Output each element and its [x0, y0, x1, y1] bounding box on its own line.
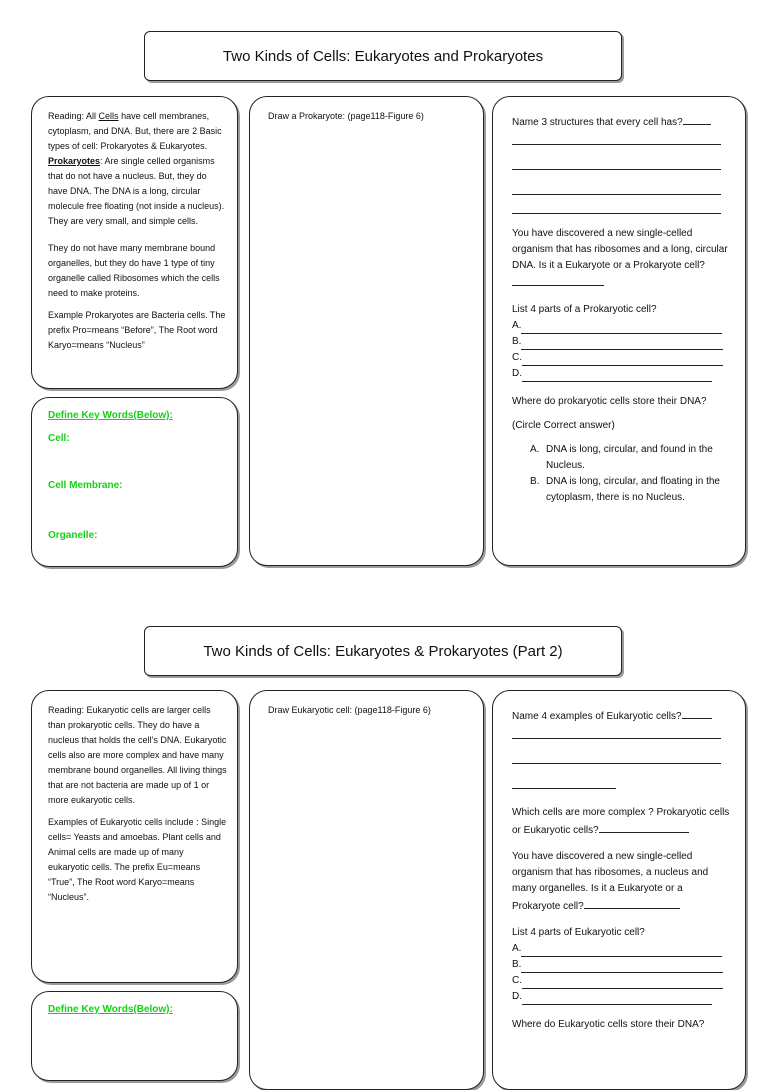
list-item: B. — [512, 957, 731, 973]
part1-define-box — [31, 397, 238, 567]
list-answer-line[interactable] — [522, 993, 712, 1005]
part2-questions-box — [492, 690, 746, 1090]
part2-q4: List 4 parts of Eukaryotic cell? — [512, 927, 645, 938]
answer-line[interactable] — [512, 169, 721, 170]
part1-title: Two Kinds of Cells: Eukaryotes and Prokaryotes — [222, 47, 544, 65]
answer-line[interactable] — [512, 213, 721, 214]
answer-line[interactable] — [512, 788, 616, 789]
list-answer-line[interactable] — [522, 354, 723, 366]
part1-q2: You have discovered a new single-celled organism that has ribosomes and a long, circular DNA. Is it a Eukaryote or a Prokaryote cell? — [512, 226, 731, 292]
choice-b[interactable]: B. DNA is long, circular, and floating in the cytoplasm, there is no Nucleus. — [530, 476, 720, 503]
part2-draw-label: Draw Eukaryotic cell: (page118-Figure 6) — [268, 705, 431, 715]
part2-reading-p2: Examples of Eukaryotic cells include : Single cells= Yeasts and amoebas. Plant cells and Animal cells are made up of many eukaryotic cells. The prefix Eu=means “True”, The Root word Karyo=means “Nucleus”. — [48, 817, 227, 902]
part2-q2: Which cells are more complex ? Prokaryotic cells or Eukaryotic cells? — [512, 807, 730, 836]
q1-answer-line[interactable] — [683, 113, 711, 125]
list-answer-line[interactable] — [521, 945, 722, 957]
word-prokaryotes: Prokaryotes — [48, 156, 101, 166]
part2-title-box — [144, 626, 622, 676]
part2-define-box — [31, 991, 238, 1081]
list-answer-line[interactable] — [521, 961, 723, 973]
part2-q1: Name 4 examples of Eukaryotic cells? — [512, 707, 731, 725]
list-answer-line[interactable] — [522, 977, 723, 989]
part2-q3: You have discovered a new single-celled organism that has ribosomes, a nucleus and many organelles. Is it a Eukaryote or a Prokaryote cell? — [512, 851, 709, 912]
define-cell-membrane[interactable]: Cell Membrane: — [48, 480, 123, 491]
word-cells: Cells — [98, 111, 119, 121]
define-cell[interactable]: Cell: — [48, 433, 70, 444]
part1-reading-p2: They do not have many membrane bound organelles, but they do have 1 type of tiny organelle called Ribosomes which the cells need to make proteins. — [48, 243, 220, 298]
part2-define-heading: Define Key Words(Below): — [48, 1004, 173, 1015]
list-item: C. — [512, 350, 731, 366]
answer-line[interactable] — [512, 194, 721, 195]
list-item: B. — [512, 334, 731, 350]
q1-answer-line[interactable] — [682, 707, 712, 719]
define-organelle[interactable]: Organelle: — [48, 530, 98, 541]
part1-reading-p3: Example Prokaryotes are Bacteria cells. The prefix Pro=means “Before”, The Root word Karyo=means “Nucleus” — [48, 310, 226, 350]
part1-title-box — [144, 31, 622, 81]
part2-reading-box — [31, 690, 238, 983]
part2-draw-box[interactable] — [249, 690, 484, 1090]
part1-circle-instruction: (Circle Correct answer) — [512, 420, 615, 431]
answer-line[interactable] — [512, 738, 721, 739]
part1-draw-box[interactable] — [249, 96, 484, 566]
part1-q1: Name 3 structures that every cell has? — [512, 113, 731, 131]
list-item: A. — [512, 318, 731, 334]
q2-answer-line[interactable] — [512, 274, 604, 286]
list-item: C. — [512, 973, 731, 989]
answer-line[interactable] — [512, 144, 721, 145]
part1-q3: List 4 parts of a Prokaryotic cell? — [512, 304, 657, 315]
part2-title: Two Kinds of Cells: Eukaryotes & Prokaryotes (Part 2) — [203, 642, 563, 660]
q2-answer-line[interactable] — [599, 821, 689, 833]
part2-reading-p1: Reading: Eukaryotic cells are larger cells than prokaryotic cells. They do have a nucleus that holds the cell’s DNA. Eukaryotic cells also are more complex and have many membrane bound organelles. All living things that are not bacteria are made up of 1 or more eukaryotic cells. — [48, 705, 227, 805]
q3-answer-line[interactable] — [584, 897, 680, 909]
list-answer-line[interactable] — [521, 322, 722, 334]
list-item: D. — [512, 989, 731, 1005]
choice-a[interactable]: A. DNA is long, circular, and found in the Nucleus. — [530, 444, 713, 471]
part1-q4: Where do prokaryotic cells store their DNA? — [512, 396, 707, 407]
part1-reading-box — [31, 96, 238, 389]
list-answer-line[interactable] — [522, 370, 712, 382]
list-item: D. — [512, 366, 731, 382]
answer-line[interactable] — [512, 763, 721, 764]
part1-define-heading: Define Key Words(Below): — [48, 410, 173, 421]
list-item: A. — [512, 941, 731, 957]
part2-q5: Where do Eukaryotic cells store their DNA? — [512, 1019, 705, 1030]
part1-reading-p1: Reading: All Cells have cell membranes, cytoplasm, and DNA. But, there are 2 Basic types of cell: Prokaryotes & Eukaryotes. Prokaryotes: Are single celled organisms that do not have a nucleus. But, they do have DNA. The DNA is a long, circular molecule free floating (not inside a nucleus). They are very small, and simple cells. — [48, 111, 225, 226]
list-answer-line[interactable] — [521, 338, 723, 350]
part1-draw-label: Draw a Prokaryote: (page118-Figure 6) — [268, 111, 424, 121]
part1-questions-box — [492, 96, 746, 566]
